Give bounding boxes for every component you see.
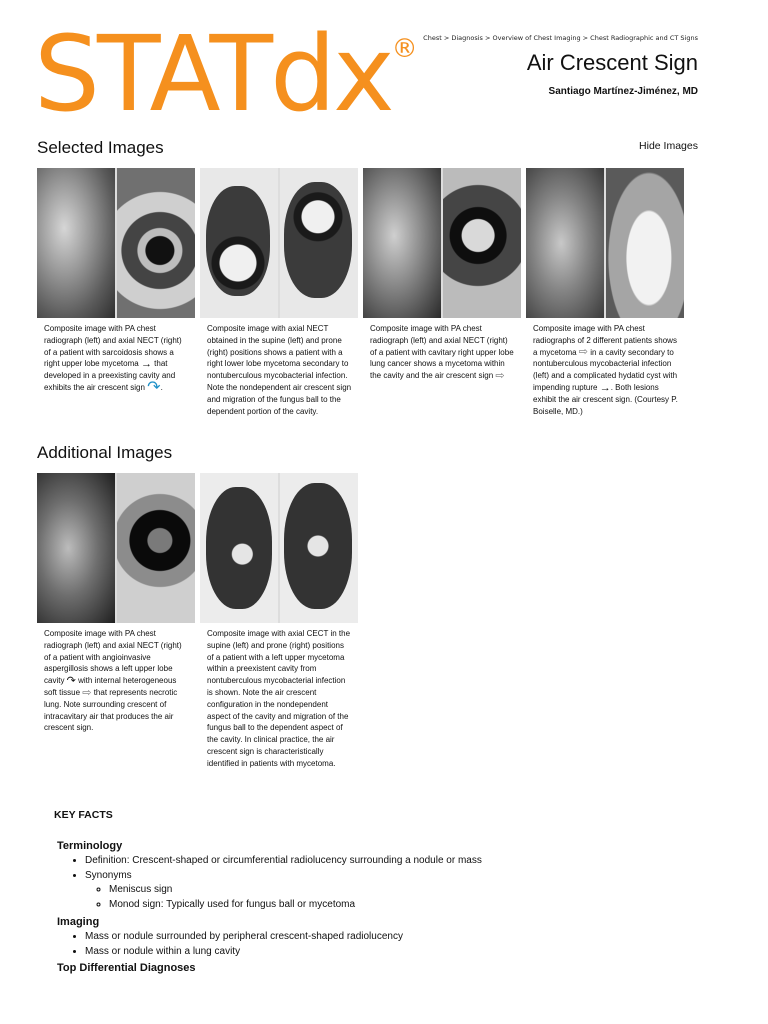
list-item: • Synonyms ◦ Meniscus sign ◦ Monod sign: Typically used for fungus ball or mycetoma [85, 869, 482, 913]
list-item: ◦ Meniscus sign [109, 883, 482, 898]
image-thumbnail[interactable] [200, 473, 358, 623]
solid-arrow-icon: → [140, 358, 152, 371]
image-thumbnail[interactable] [200, 168, 358, 318]
differential-heading: Top Differential Diagnoses [57, 962, 196, 974]
image-thumbnail[interactable] [37, 473, 195, 623]
image-caption: Composite image with PA chest radiograph (left) and axial NECT (right) of a patient with angioinvasive aspergillosis shows a left upper lobe cavity ↷ with internal heterogeneous soft tissue ⇨ that represents necrotic lung. Note surrounding crescent of intracavitary air that produces the air crescent sign. [44, 629, 182, 733]
statdx-logo: STATdx® [34, 13, 418, 135]
image-caption: Composite image with PA chest radiograph (left) and axial NECT (right) of a patient with cavitary right upper lobe lung cancer shows a mycetoma within the cavity and the air crescent sign ⇨ [370, 324, 514, 383]
list-item: • Mass or nodule surrounded by peripheral crescent-shaped radiolucency [85, 930, 403, 945]
hide-images-button[interactable]: Hide Images [639, 140, 698, 152]
curved-arrow-icon: ↷ [66, 675, 76, 688]
image-thumbnail[interactable] [526, 168, 684, 318]
imaging-list [70, 930, 403, 959]
additional-images-heading: Additional Images [37, 443, 173, 462]
open-arrow-icon: ⇨ [495, 370, 505, 383]
imaging-heading: Imaging [57, 916, 100, 928]
image-thumbnail[interactable] [363, 168, 521, 318]
selected-image-4[interactable] [526, 168, 684, 417]
author: Santiago Martínez-Jiménez, MD [548, 86, 698, 97]
image-caption: Composite image with PA chest radiographs of 2 different patients shows a mycetoma ⇨ in a cavity secondary to nontuberculous mycobacterial infection (left) and a complicated hydatid cyst with impending rupture →. Both lesions exhibit the air crescent sign. (Courtesy P. Boiselle, MD.) [533, 324, 678, 416]
terminology-list [70, 854, 482, 912]
solid-arrow-icon: → [599, 381, 611, 394]
additional-image-2[interactable] [200, 473, 358, 770]
selected-images-heading: Selected Images [37, 138, 164, 157]
list-item: ◦ Monod sign: Typically used for fungus ball or mycetoma [109, 898, 482, 913]
terminology-heading: Terminology [57, 840, 123, 852]
curved-arrow-icon: ↷ [147, 378, 161, 396]
image-caption: Composite image with PA chest radiograph (left) and axial NECT (right) of a patient with sarcoidosis shows a right upper lobe mycetoma → that developed in a preexisting cavity and exhibits the air crescent sign ↷. [44, 324, 182, 396]
additional-image-1[interactable] [37, 473, 195, 734]
selected-image-2[interactable] [200, 168, 358, 417]
page-title: Air Crescent Sign [526, 50, 698, 75]
open-arrow-icon: ⇨ [578, 346, 589, 359]
breadcrumb[interactable]: Chest > Diagnosis > Overview of Chest Imaging > Chest Radiographic and CT Signs [423, 34, 698, 42]
list-item: • Mass or nodule within a lung cavity [85, 945, 403, 960]
selected-image-3[interactable] [363, 168, 521, 382]
image-caption: Composite image with axial NECT obtained in the supine (left) and prone (right) positions shows a patient with a right lower lobe mycetoma secondary to nontuberculous mycobacterial infection. Note the nondependent air crescent sign and migration of the fungus ball to the dependent portion of the cavity. [207, 324, 352, 416]
key-facts-heading: KEY FACTS [54, 809, 113, 821]
selected-image-1[interactable] [37, 168, 195, 394]
list-item: • Definition: Crescent-shaped or circumferential radiolucency surrounding a nodule or mass [85, 854, 482, 869]
image-thumbnail[interactable] [37, 168, 195, 318]
image-caption: Composite image with axial CECT in the supine (left) and prone (right) positions of a patient with a left upper mycetoma within a preexistent cavity from nontuberculous mycobacterial infection is shown. Note the air crescent configuration in the nondependent aspect of the cavity and migration of the fungus ball to the dependent aspect of the cavity. In clinical practice, the air crescent sign is characteristically identified in patients with mycetoma. [207, 629, 351, 768]
open-arrow-icon: ⇨ [82, 686, 92, 699]
